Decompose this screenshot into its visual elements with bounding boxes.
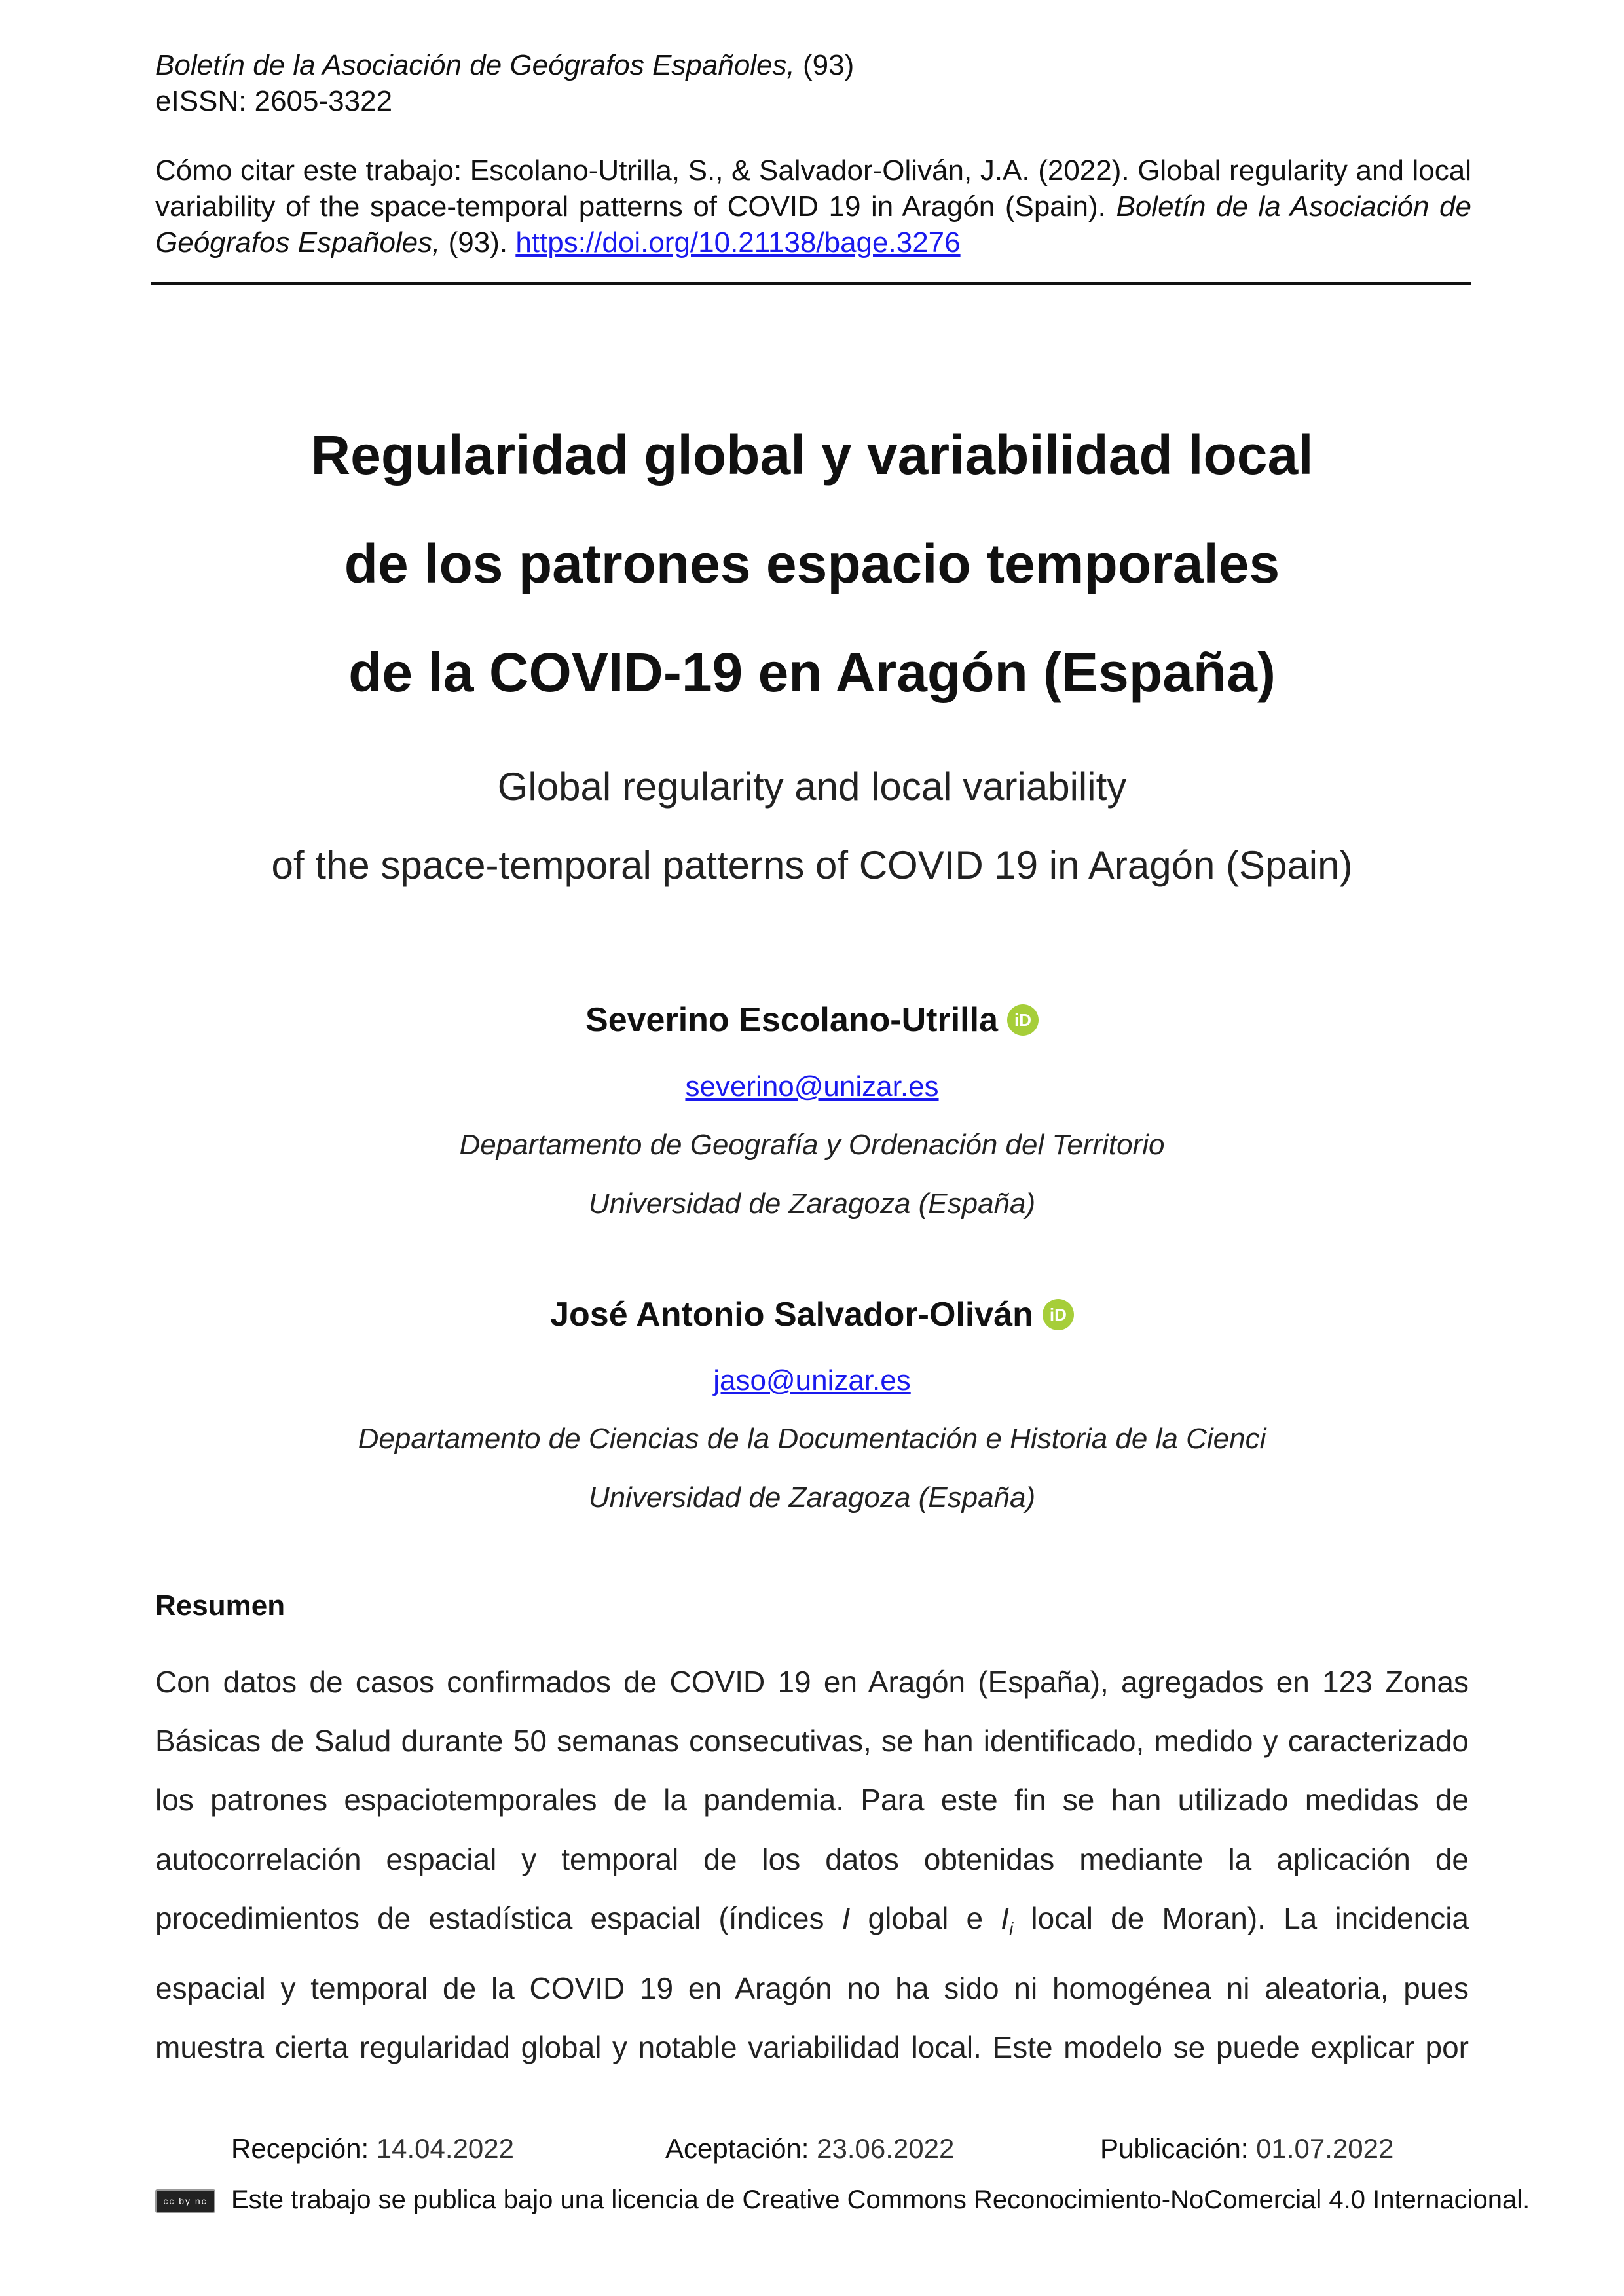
eissn-value: 2605-3322 (246, 85, 393, 117)
abstract-line: los patrones espaciotemporales de la pandemia. Para este fin se han utilizado medidas de (155, 1783, 1469, 1817)
license-text: Este trabajo se publica bajo una licencia de Creative Commons Reconocimiento-NoComercial 4.0 Internacional. (231, 2185, 1530, 2214)
title-line: de la COVID-19 en Aragón (España) (348, 642, 1276, 703)
abstract-body (155, 1652, 1469, 2077)
article-title (0, 401, 1624, 727)
author-email[interactable]: jaso@unizar.es (713, 1364, 911, 1396)
author-university: Universidad de Zaragoza (España) (588, 1482, 1036, 1514)
abstract-line: autocorrelación espacial y temporal de los datos obtenidas mediante la aplicación de (155, 1842, 1469, 1876)
abstract-line: Con datos de casos confirmados de COVID 19 en Aragón (España), agregados en 123 Zonas (155, 1665, 1469, 1699)
abstract-line: procedimientos de estadística espacial (índices I global e $I_i$ local de Moran). La incidencia (155, 1901, 1469, 1939)
citation-text: Escolano-Utrilla, S., & Salvador-Oliván, J.A. (2022). Global regularity and local variability of the space-temporal patterns of COVID 19 in Aragón (Spain). (155, 155, 1471, 223)
citation-issue: (93). (440, 227, 516, 259)
reception-date: Recepción: 14.04.2022 (231, 2133, 514, 2164)
author-department: Departamento de Geografía y Ordenación del Territorio (459, 1129, 1165, 1161)
author-2 (0, 1295, 1624, 1334)
author-name: Severino Escolano-Utrilla (585, 1001, 998, 1039)
abstract-line: muestra cierta regularidad global y notable variabilidad local. Este modelo se puede explicar por (155, 2030, 1469, 2065)
title-line: de los patrones espacio temporales (344, 533, 1280, 594)
citation-journal: Boletín de la Asociación de Geógrafos Españoles, (155, 191, 1471, 259)
abstract-heading: Resumen (155, 1590, 286, 1622)
abstract-line: Básicas de Salud durante 50 semanas consecutivas, se han identificado, medido y caracterizado (155, 1724, 1469, 1758)
citation-block (155, 153, 1471, 261)
orcid-icon[interactable]: iD (1007, 1004, 1039, 1036)
author-university: Universidad de Zaragoza (España) (588, 1188, 1036, 1220)
subtitle-line: of the space-temporal patterns of COVID 19 in Aragón (Spain) (271, 843, 1353, 887)
author-1 (0, 1000, 1624, 1040)
subtitle-line: Global regularity and local variability (497, 765, 1127, 809)
header-divider (151, 282, 1471, 285)
abstract-line: espacial y temporal de la COVID 19 en Aragón no ha sido ni homogénea ni aleatoria, pues (155, 1971, 1469, 2006)
author-email[interactable]: severino@unizar.es (685, 1070, 939, 1102)
article-subtitle (0, 748, 1624, 905)
eissn-label: eISSN: (155, 85, 247, 117)
publication-date: Publicación: 01.07.2022 (1100, 2133, 1394, 2164)
doi-link[interactable]: https://doi.org/10.21138/bage.3276 (515, 227, 961, 259)
title-line: Regularidad global y variabilidad local (310, 424, 1314, 486)
journal-issue: (93) (794, 49, 855, 81)
orcid-icon[interactable]: iD (1043, 1299, 1074, 1330)
journal-header (155, 47, 1471, 119)
author-department: Departamento de Ciencias de la Documentación e Historia de la Cienci (358, 1423, 1266, 1455)
acceptance-date: Aceptación: 23.06.2022 (665, 2133, 955, 2164)
citation-label: Cómo citar este trabajo: (155, 155, 462, 187)
author-name: José Antonio Salvador-Oliván (550, 1296, 1033, 1334)
creative-commons-icon[interactable]: cc by nc (155, 2189, 215, 2213)
journal-name: Boletín de la Asociación de Geógrafos Españoles, (155, 49, 795, 81)
